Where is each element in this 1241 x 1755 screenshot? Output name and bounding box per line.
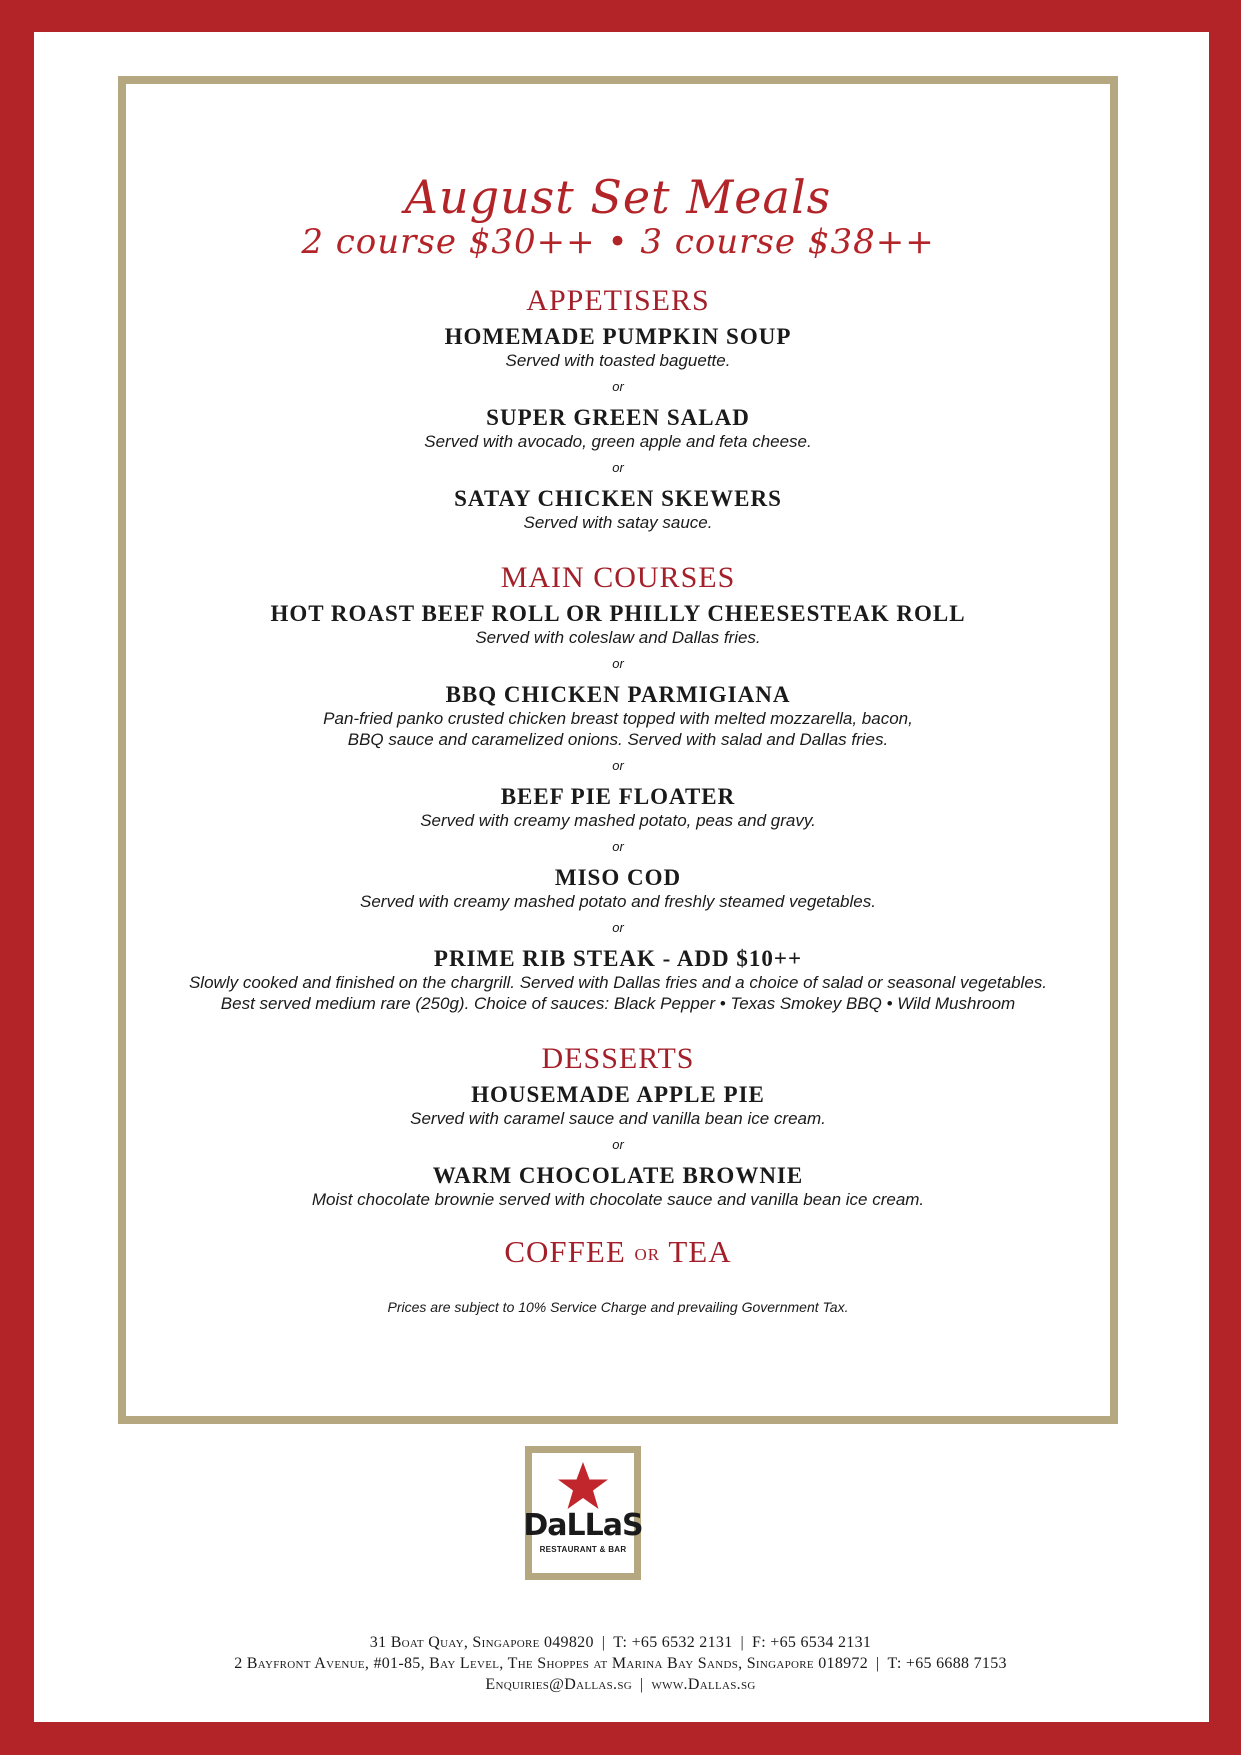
- coffee-or-label: OR: [634, 1245, 661, 1264]
- footer-separator: |: [876, 1655, 880, 1672]
- menu-item-name: HOMEMADE PUMPKIN SOUP: [444, 324, 792, 349]
- menu-item-name: PRIME RIB STEAK - ADD $10++: [433, 946, 803, 971]
- menu-item-description: Served with creamy mashed potato and freshly steamed vegetables.: [360, 892, 876, 911]
- menu-item-name: SUPER GREEN SALAD: [486, 405, 750, 430]
- footer: [0, 1632, 1241, 1695]
- menu-item-description: Served with caramel sauce and vanilla bean ice cream.: [410, 1109, 826, 1128]
- section-gap: [118, 1014, 1118, 1042]
- footer-text: www.Dallas.sg: [651, 1676, 756, 1693]
- or-separator: or: [612, 1137, 624, 1152]
- menu-item-description: Served with avocado, green apple and feta cheese.: [424, 432, 812, 451]
- coffee-label: COFFEE: [504, 1234, 626, 1269]
- menu-item-description: Slowly cooked and finished on the chargrill. Served with Dallas fries and a choice of salad or seasonal vegetables.: [188, 973, 1048, 992]
- logo-name: DaLLaS: [523, 1508, 643, 1543]
- menu-item-name: HOT ROAST BEEF ROLL OR PHILLY CHEESESTEAK ROLL: [270, 601, 966, 626]
- menu-item-name: WARM CHOCOLATE BROWNIE: [432, 1163, 804, 1188]
- footer-line-3: [0, 1674, 1241, 1695]
- menu-content: [118, 76, 1118, 1315]
- or-separator: or: [612, 920, 624, 935]
- or-separator: or: [612, 758, 624, 773]
- or-separator: or: [612, 379, 624, 394]
- footer-text: T: +65 6688 7153: [887, 1655, 1007, 1672]
- menu-item-name: SATAY CHICKEN SKEWERS: [454, 486, 782, 511]
- dallas-logo: [525, 1446, 641, 1580]
- section-title: DESSERTS: [541, 1042, 695, 1075]
- page-title: August Set Meals: [404, 170, 832, 224]
- or-separator: or: [612, 839, 624, 854]
- star-icon: [556, 1461, 610, 1511]
- footer-text: F: +65 6534 2131: [752, 1634, 872, 1651]
- footer-line-1: [0, 1632, 1241, 1653]
- page-subtitle: 2 course $30++ • 3 course $38++: [301, 222, 935, 262]
- section-title: MAIN COURSES: [500, 561, 736, 594]
- section-gap: [118, 533, 1118, 561]
- menu-item-name: BBQ CHICKEN PARMIGIANA: [445, 682, 791, 707]
- footer-text: T: +65 6532 2131: [613, 1634, 733, 1651]
- menu-item-name: HOUSEMADE APPLE PIE: [471, 1082, 765, 1107]
- logo-subtitle: RESTAURANT & BAR: [539, 1545, 627, 1554]
- menu-item-description: Moist chocolate brownie served with chocolate sauce and vanilla bean ice cream.: [311, 1190, 925, 1209]
- menu-item-description: Served with toasted baguette.: [505, 351, 731, 370]
- footer-separator: |: [740, 1634, 745, 1651]
- footer-separator: |: [601, 1634, 606, 1651]
- footer-text: 2 Bayfront Avenue, #01-85, Bay Level, The Shoppes at Marina Bay Sands, Singapore 018972: [234, 1655, 869, 1672]
- menu-item-description: Served with satay sauce.: [523, 513, 713, 532]
- or-separator: or: [612, 656, 624, 671]
- menu-item-description: Served with creamy mashed potato, peas and gravy.: [420, 811, 816, 830]
- menu-item-description: Best served medium rare (250g). Choice of sauces: Black Pepper • Texas Smokey BBQ • Wild Mushroom: [220, 994, 1016, 1013]
- menu-item-description: BBQ sauce and caramelized onions. Served with salad and Dallas fries.: [347, 730, 889, 749]
- footer-text: Enquiries@Dallas.sg: [485, 1676, 632, 1693]
- menu-item-description: Served with coleslaw and Dallas fries.: [475, 628, 761, 647]
- footer-text: 31 Boat Quay, Singapore 049820: [369, 1634, 594, 1651]
- footer-separator: |: [639, 1676, 644, 1693]
- price-note: Prices are subject to 10% Service Charge and prevailing Government Tax.: [387, 1299, 849, 1315]
- menu-item-name: BEEF PIE FLOATER: [500, 784, 736, 809]
- menu-item-name: MISO COD: [554, 865, 682, 890]
- menu-sections: [118, 284, 1118, 1210]
- or-separator: or: [612, 460, 624, 475]
- coffee-or-tea: [118, 1234, 1118, 1273]
- footer-line-2: [0, 1653, 1241, 1674]
- menu-item-description: Pan-fried panko crusted chicken breast topped with melted mozzarella, bacon,: [323, 709, 913, 728]
- section-title: APPETISERS: [526, 284, 710, 317]
- tea-label: TEA: [668, 1234, 732, 1269]
